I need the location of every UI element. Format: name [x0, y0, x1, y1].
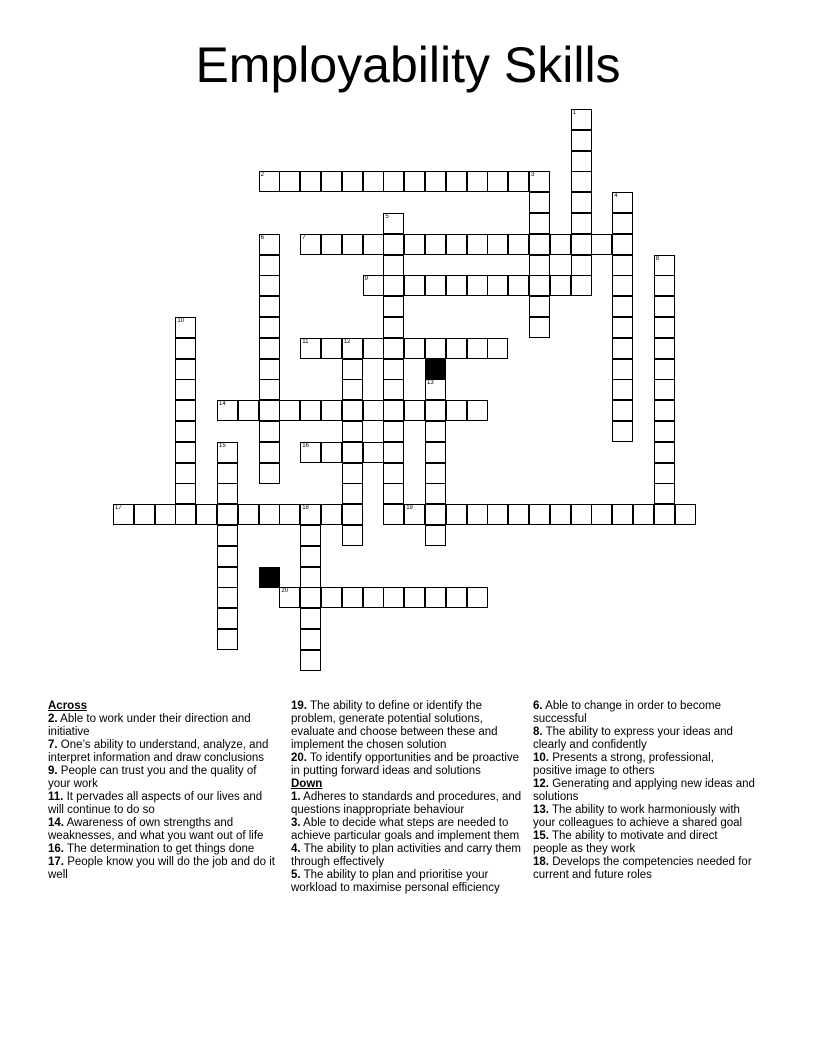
grid-cell[interactable]	[383, 171, 404, 192]
grid-cell[interactable]	[529, 296, 550, 317]
clue-number: 7	[302, 234, 306, 241]
grid-cell[interactable]	[425, 400, 446, 421]
clue-number: 6	[260, 234, 264, 241]
grid-cell[interactable]	[217, 400, 238, 421]
grid-cell[interactable]	[217, 442, 238, 463]
grid-cell[interactable]	[321, 504, 342, 525]
grid-cell[interactable]	[113, 504, 134, 525]
grid-cell[interactable]	[571, 130, 592, 151]
grid-cell[interactable]	[529, 192, 550, 213]
grid-cell[interactable]	[134, 504, 155, 525]
grid-cell[interactable]	[654, 400, 675, 421]
grid-cell[interactable]	[612, 296, 633, 317]
grid-cell[interactable]	[342, 483, 363, 504]
clue-column-2	[291, 700, 527, 895]
clue-across-14: 14. Awareness of own strengths and weaknesses, and what you want out of life	[48, 817, 264, 842]
grid-cell[interactable]	[321, 234, 342, 255]
grid-cell[interactable]	[571, 171, 592, 192]
clue-down-10: 10. Presents a strong, professional, positive image to others	[533, 752, 714, 777]
grid-cell[interactable]	[363, 338, 384, 359]
clue-number: 15	[219, 442, 226, 449]
grid-cell[interactable]	[612, 275, 633, 296]
grid-cell[interactable]	[383, 400, 404, 421]
grid-cell[interactable]	[425, 379, 446, 400]
grid-cell[interactable]	[529, 504, 550, 525]
grid-cell[interactable]	[529, 275, 550, 296]
grid-cell[interactable]	[321, 400, 342, 421]
grid-cell[interactable]	[633, 504, 654, 525]
grid-cell[interactable]	[383, 317, 404, 338]
grid-cell[interactable]	[446, 275, 467, 296]
grid-cell[interactable]	[425, 338, 446, 359]
grid-cell[interactable]	[342, 171, 363, 192]
grid-cell[interactable]	[196, 504, 217, 525]
grid-cell[interactable]	[300, 234, 321, 255]
grid-cell[interactable]	[321, 338, 342, 359]
grid-cell[interactable]	[571, 275, 592, 296]
grid-cell[interactable]	[425, 463, 446, 484]
grid-cell[interactable]	[155, 504, 176, 525]
black-square	[425, 359, 446, 380]
grid-cell[interactable]	[612, 234, 633, 255]
grid-cell[interactable]	[654, 483, 675, 504]
grid-cell[interactable]	[321, 171, 342, 192]
grid-cell[interactable]	[175, 504, 196, 525]
grid-cell[interactable]	[467, 275, 488, 296]
clue-across-7: 7. One’s ability to understand, analyze, and interpret information and draw conclusions	[48, 739, 269, 764]
clue-down-1: 1. Adheres to standards and procedures, and questions inappropriate behaviour	[291, 791, 522, 816]
grid-cell[interactable]	[363, 171, 384, 192]
grid-cell[interactable]	[508, 234, 529, 255]
grid-cell[interactable]	[654, 359, 675, 380]
grid-cell[interactable]	[383, 213, 404, 234]
clue-number: 14	[219, 401, 226, 408]
grid-cell[interactable]	[300, 567, 321, 588]
grid-cell[interactable]	[259, 504, 280, 525]
grid-cell[interactable]	[425, 442, 446, 463]
clue-number: 11	[302, 338, 309, 345]
grid-cell[interactable]	[529, 317, 550, 338]
grid-cell[interactable]	[383, 296, 404, 317]
clue-number: 19	[406, 505, 413, 512]
grid-cell[interactable]	[279, 400, 300, 421]
grid-cell[interactable]	[425, 171, 446, 192]
grid-cell[interactable]	[612, 192, 633, 213]
clue-across-17: 17. People know you will do the job and do it well	[48, 856, 275, 881]
grid-cell[interactable]	[529, 171, 550, 192]
grid-cell[interactable]	[508, 504, 529, 525]
grid-cell[interactable]	[446, 338, 467, 359]
grid-cell[interactable]	[300, 587, 321, 608]
grid-cell[interactable]	[383, 234, 404, 255]
grid-cell[interactable]	[571, 255, 592, 276]
grid-cell[interactable]	[425, 525, 446, 546]
grid-cell[interactable]	[175, 359, 196, 380]
grid-cell[interactable]	[342, 504, 363, 525]
grid-cell[interactable]	[217, 546, 238, 567]
grid-cell[interactable]	[591, 234, 612, 255]
grid-cell[interactable]	[467, 587, 488, 608]
grid-cell[interactable]	[467, 234, 488, 255]
grid-cell[interactable]	[383, 483, 404, 504]
clue-number: 8	[655, 255, 660, 262]
grid-cell[interactable]	[446, 400, 467, 421]
grid-cell[interactable]	[404, 400, 425, 421]
grid-cell[interactable]	[175, 421, 196, 442]
grid-cell[interactable]	[446, 587, 467, 608]
grid-cell[interactable]	[259, 463, 280, 484]
grid-cell[interactable]	[654, 296, 675, 317]
clue-down-15: 15. The ability to motivate and direct people as they work	[533, 830, 718, 855]
grid-cell[interactable]	[383, 338, 404, 359]
grid-cell[interactable]	[300, 650, 321, 671]
grid-cell[interactable]	[612, 421, 633, 442]
grid-cell[interactable]	[446, 234, 467, 255]
grid-cell[interactable]	[591, 504, 612, 525]
clue-across-2: 2. Able to work under their direction and initiative	[48, 713, 251, 738]
grid-cell[interactable]	[571, 151, 592, 172]
grid-cell[interactable]	[404, 504, 425, 525]
grid-cell[interactable]	[300, 608, 321, 629]
grid-cell[interactable]	[612, 400, 633, 421]
grid-cell[interactable]	[259, 442, 280, 463]
grid-cell[interactable]	[487, 338, 508, 359]
black-square	[259, 567, 280, 588]
grid-cell[interactable]	[259, 296, 280, 317]
grid-cell[interactable]	[259, 255, 280, 276]
grid-cell[interactable]	[425, 504, 446, 525]
grid-cell[interactable]	[175, 379, 196, 400]
grid-cell[interactable]	[675, 504, 696, 525]
grid-cell[interactable]	[550, 504, 571, 525]
grid-cell[interactable]	[342, 442, 363, 463]
grid-cell[interactable]	[612, 359, 633, 380]
clue-column-3	[533, 700, 755, 882]
grid-cell[interactable]	[259, 171, 280, 192]
grid-cell[interactable]	[300, 338, 321, 359]
grid-cell[interactable]	[446, 171, 467, 192]
clue-number: 1	[572, 110, 576, 116]
clue-across-9: 9. People can trust you and the quality of your work	[48, 765, 257, 790]
grid-cell[interactable]	[363, 400, 384, 421]
grid-cell[interactable]	[383, 504, 404, 525]
grid-cell[interactable]	[259, 317, 280, 338]
grid-cell[interactable]	[342, 421, 363, 442]
grid-cell[interactable]	[612, 213, 633, 234]
grid-cell[interactable]	[363, 275, 384, 296]
grid-cell[interactable]	[654, 255, 675, 276]
grid-cell[interactable]	[259, 359, 280, 380]
grid-cell[interactable]	[175, 463, 196, 484]
grid-cell[interactable]	[654, 275, 675, 296]
grid-cell[interactable]	[612, 338, 633, 359]
grid-cell[interactable]	[175, 400, 196, 421]
grid-cell[interactable]	[654, 338, 675, 359]
clue-number: 13	[427, 380, 434, 387]
grid-cell[interactable]	[279, 504, 300, 525]
grid-cell[interactable]	[425, 275, 446, 296]
grid-cell[interactable]	[654, 442, 675, 463]
grid-cell[interactable]	[404, 338, 425, 359]
grid-cell[interactable]	[321, 587, 342, 608]
grid-cell[interactable]	[238, 400, 259, 421]
clue-down-13: 13. The ability to work harmoniously with your colleagues to achieve a shared goal	[533, 804, 743, 829]
page-title: Employability Skills	[195, 37, 621, 93]
grid-cell[interactable]	[363, 587, 384, 608]
clue-number: 3	[531, 172, 535, 179]
grid-cell[interactable]	[383, 587, 404, 608]
grid-cell[interactable]	[342, 234, 363, 255]
grid-cell[interactable]	[425, 483, 446, 504]
grid-cell[interactable]	[571, 109, 592, 130]
clue-down-5: 5. The ability to plan and prioritise your workload to maximise personal efficiency	[291, 869, 500, 894]
grid-cell[interactable]	[654, 421, 675, 442]
grid-cell[interactable]	[383, 379, 404, 400]
grid-cell[interactable]	[467, 504, 488, 525]
grid-cell[interactable]	[654, 504, 675, 525]
grid-cell[interactable]	[259, 275, 280, 296]
clue-across-20: 20. To identify opportunities and be proactive in putting forward ideas and solutions	[291, 752, 520, 777]
grid-cell[interactable]	[404, 275, 425, 296]
grid-cell[interactable]	[321, 442, 342, 463]
grid-cell[interactable]	[342, 338, 363, 359]
grid-cell[interactable]	[342, 379, 363, 400]
clue-number: 12	[343, 338, 351, 345]
grid-cell[interactable]	[487, 234, 508, 255]
clue-down-6: 6. Able to change in order to become successful	[533, 700, 721, 725]
grid-cell[interactable]	[571, 234, 592, 255]
grid-cell[interactable]	[175, 483, 196, 504]
grid-cell[interactable]	[217, 463, 238, 484]
grid-cell[interactable]	[300, 504, 321, 525]
grid-cell[interactable]	[217, 608, 238, 629]
grid-cell[interactable]	[383, 275, 404, 296]
grid-cell[interactable]	[217, 567, 238, 588]
grid-cell[interactable]	[487, 275, 508, 296]
grid-cell[interactable]	[612, 379, 633, 400]
clue-down-8: 8. The ability to express your ideas and clearly and confidently	[533, 726, 733, 751]
grid-cell[interactable]	[612, 317, 633, 338]
grid-cell[interactable]	[363, 442, 384, 463]
across-heading: Across	[48, 700, 87, 712]
grid-cell[interactable]	[175, 317, 196, 338]
grid-cell[interactable]	[342, 400, 363, 421]
clue-down-18: 18. Develops the competencies needed for current and future roles	[533, 856, 752, 881]
grid-cell[interactable]	[300, 171, 321, 192]
grid-cell[interactable]	[571, 192, 592, 213]
clue-across-16: 16. The determination to get things done	[48, 843, 255, 855]
grid-cell[interactable]	[508, 275, 529, 296]
grid-cell[interactable]	[612, 504, 633, 525]
grid-cell[interactable]	[300, 525, 321, 546]
grid-cell[interactable]	[342, 525, 363, 546]
grid-cell[interactable]	[383, 442, 404, 463]
grid-cell[interactable]	[217, 483, 238, 504]
grid-cell[interactable]	[279, 171, 300, 192]
grid-cell[interactable]	[550, 234, 571, 255]
grid-cell[interactable]	[446, 504, 467, 525]
down-heading: Down	[291, 778, 323, 790]
grid-cell[interactable]	[467, 171, 488, 192]
grid-cell[interactable]	[259, 379, 280, 400]
grid-cell[interactable]	[342, 587, 363, 608]
clue-number: 9	[364, 276, 368, 283]
grid-cell[interactable]	[550, 275, 571, 296]
grid-cell[interactable]	[217, 629, 238, 650]
grid-cell[interactable]	[175, 338, 196, 359]
grid-cell[interactable]	[342, 359, 363, 380]
grid-cell[interactable]	[404, 587, 425, 608]
grid-cell[interactable]	[467, 400, 488, 421]
grid-cell[interactable]	[425, 421, 446, 442]
grid-cell[interactable]	[300, 629, 321, 650]
clue-number: 10	[177, 318, 185, 324]
clue-down-3: 3. Able to decide what steps are needed to achieve particular goals and implement them	[291, 817, 520, 842]
grid-cell[interactable]	[217, 525, 238, 546]
grid-cell[interactable]	[654, 379, 675, 400]
clue-number: 20	[281, 588, 289, 595]
clue-down-4: 4. The ability to plan activities and carry them through effectively	[291, 843, 521, 868]
grid-cell[interactable]	[383, 359, 404, 380]
clue-number: 2	[260, 172, 264, 179]
grid-cell[interactable]	[467, 338, 488, 359]
grid-cell[interactable]	[425, 587, 446, 608]
grid-cell[interactable]	[487, 504, 508, 525]
grid-cell[interactable]	[404, 234, 425, 255]
grid-cell[interactable]	[383, 255, 404, 276]
grid-cell[interactable]	[383, 463, 404, 484]
grid-cell[interactable]	[175, 442, 196, 463]
clue-across-11: 11. It pervades all aspects of our lives and will continue to do so	[48, 791, 263, 816]
grid-cell[interactable]	[217, 504, 238, 525]
grid-cell[interactable]	[259, 421, 280, 442]
grid-cell[interactable]	[342, 463, 363, 484]
clue-column-1	[48, 700, 276, 882]
grid-cell[interactable]	[571, 504, 592, 525]
clue-number: 4	[614, 193, 618, 200]
grid-cell[interactable]	[508, 171, 529, 192]
clue-number: 5	[385, 214, 389, 220]
clue-across-19: 19. The ability to define or identify the problem, generate potential solutions, evaluate and choose between these and implement the chosen solution	[291, 700, 498, 751]
grid-cell[interactable]	[259, 234, 280, 255]
grid-cell[interactable]	[300, 442, 321, 463]
grid-cell[interactable]	[654, 463, 675, 484]
grid-cell[interactable]	[383, 421, 404, 442]
grid-cell[interactable]	[612, 255, 633, 276]
grid-cell[interactable]	[259, 338, 280, 359]
clue-number: 16	[302, 442, 309, 449]
clue-number: 17	[115, 505, 122, 512]
grid-cell[interactable]	[571, 213, 592, 234]
clue-number: 18	[302, 505, 309, 512]
clue-down-12: 12. Generating and applying new ideas and solutions	[533, 778, 755, 803]
grid-cell[interactable]	[363, 234, 384, 255]
grid-cell[interactable]	[529, 255, 550, 276]
grid-cell[interactable]	[529, 213, 550, 234]
grid-cell[interactable]	[404, 171, 425, 192]
grid-cell[interactable]	[425, 234, 446, 255]
grid-cell[interactable]	[238, 504, 259, 525]
grid-cell[interactable]	[487, 171, 508, 192]
grid-cell[interactable]	[259, 400, 280, 421]
grid-cell[interactable]	[217, 587, 238, 608]
grid-cell[interactable]	[300, 546, 321, 567]
grid-cell[interactable]	[300, 400, 321, 421]
grid-cell[interactable]	[654, 317, 675, 338]
grid-cell[interactable]	[279, 587, 300, 608]
grid-cell[interactable]	[529, 234, 550, 255]
